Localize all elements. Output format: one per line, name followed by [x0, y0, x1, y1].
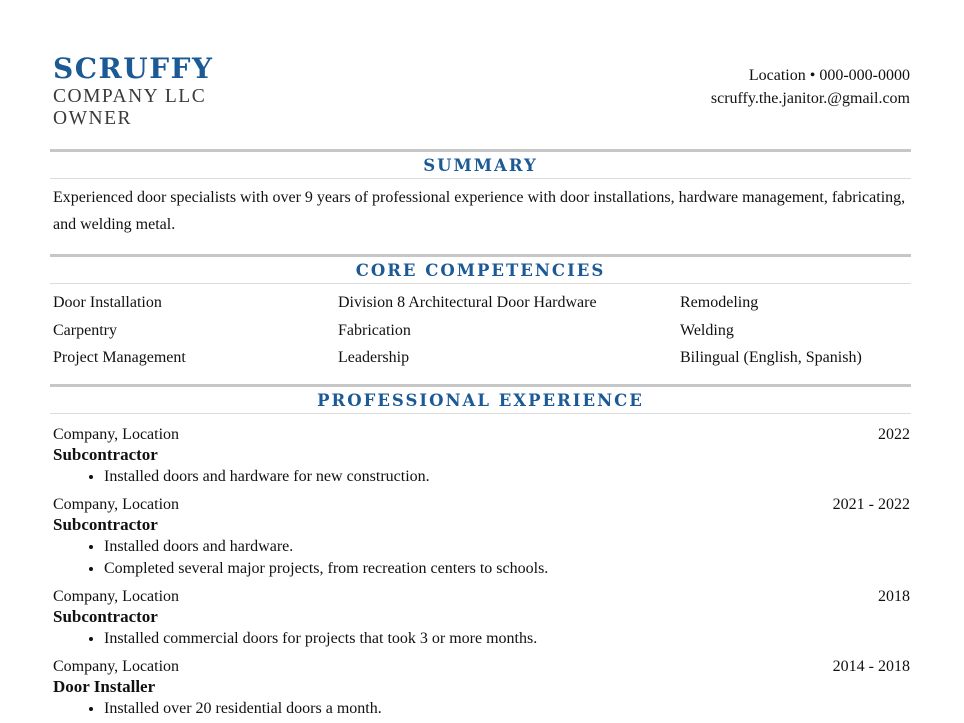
job-bullet: • Installed doors and hardware for new construction. — [104, 466, 910, 488]
job-company: Company, Location — [53, 657, 180, 675]
competency-item: Welding — [680, 321, 734, 339]
candidate-name: SCRUFFY — [53, 52, 214, 85]
competency-item: Project Management — [53, 349, 186, 366]
job-company: Company, Location — [53, 425, 180, 443]
competency-item: Fabrication — [338, 321, 411, 339]
location-phone: Location • 000-000-0000 — [748, 67, 910, 84]
contact-info — [711, 64, 910, 110]
summary-text: Experienced door specialists with over 9 years of professional experience with door installations, hardware management, fabricating, and welding metal. — [53, 189, 906, 233]
job-bullets — [53, 628, 910, 650]
candidate-role: OWNER — [53, 108, 132, 129]
job-dates: 2021 - 2022 — [832, 495, 910, 513]
competencies-grid — [53, 289, 910, 372]
competency-item: Leadership — [338, 349, 410, 366]
email-address: scruffy.the.janitor.@gmail.com — [710, 90, 910, 107]
job-bullets — [53, 466, 910, 488]
job-bullet: • Installed over 20 residential doors a month. — [104, 698, 910, 720]
job-bullets — [53, 698, 910, 720]
competencies-section-header — [50, 254, 911, 284]
job-bullet: • Installed commercial doors for projects that took 3 or more months. — [104, 628, 910, 650]
job-dates: 2018 — [878, 587, 910, 605]
job-entry — [53, 424, 910, 488]
experience-list — [53, 424, 910, 720]
competency-item: Door Installation — [53, 294, 162, 311]
job-title: Subcontractor — [53, 606, 158, 626]
company-name: COMPANY LLC — [53, 86, 207, 107]
job-bullets — [53, 536, 910, 580]
competency-item: Remodeling — [680, 294, 759, 311]
competency-item: Carpentry — [53, 321, 117, 339]
job-company: Company, Location — [53, 495, 180, 513]
resume-header — [53, 52, 910, 148]
job-entry — [53, 656, 910, 720]
experience-title: PROFESSIONAL EXPERIENCE — [317, 390, 644, 410]
job-entry — [53, 494, 910, 580]
summary-section-header — [50, 149, 911, 179]
job-dates: 2022 — [878, 425, 910, 443]
experience-section-header — [50, 384, 911, 414]
competency-item: Division 8 Architectural Door Hardware — [338, 294, 597, 311]
resume-page — [53, 52, 910, 723]
summary-title: SUMMARY — [423, 156, 538, 175]
job-title: Door Installer — [53, 676, 156, 696]
job-entry — [53, 586, 910, 650]
job-title: Subcontractor — [53, 514, 158, 534]
competencies-title: CORE COMPETENCIES — [355, 261, 606, 280]
job-title: Subcontractor — [53, 444, 158, 464]
job-bullet: • Installed doors and hardware. — [104, 536, 910, 558]
competency-item: Bilingual (English, Spanish) — [680, 349, 862, 366]
job-dates: 2014 - 2018 — [832, 657, 910, 675]
job-company: Company, Location — [53, 587, 180, 605]
job-bullet: • Completed several major projects, from recreation centers to schools. — [104, 558, 910, 580]
